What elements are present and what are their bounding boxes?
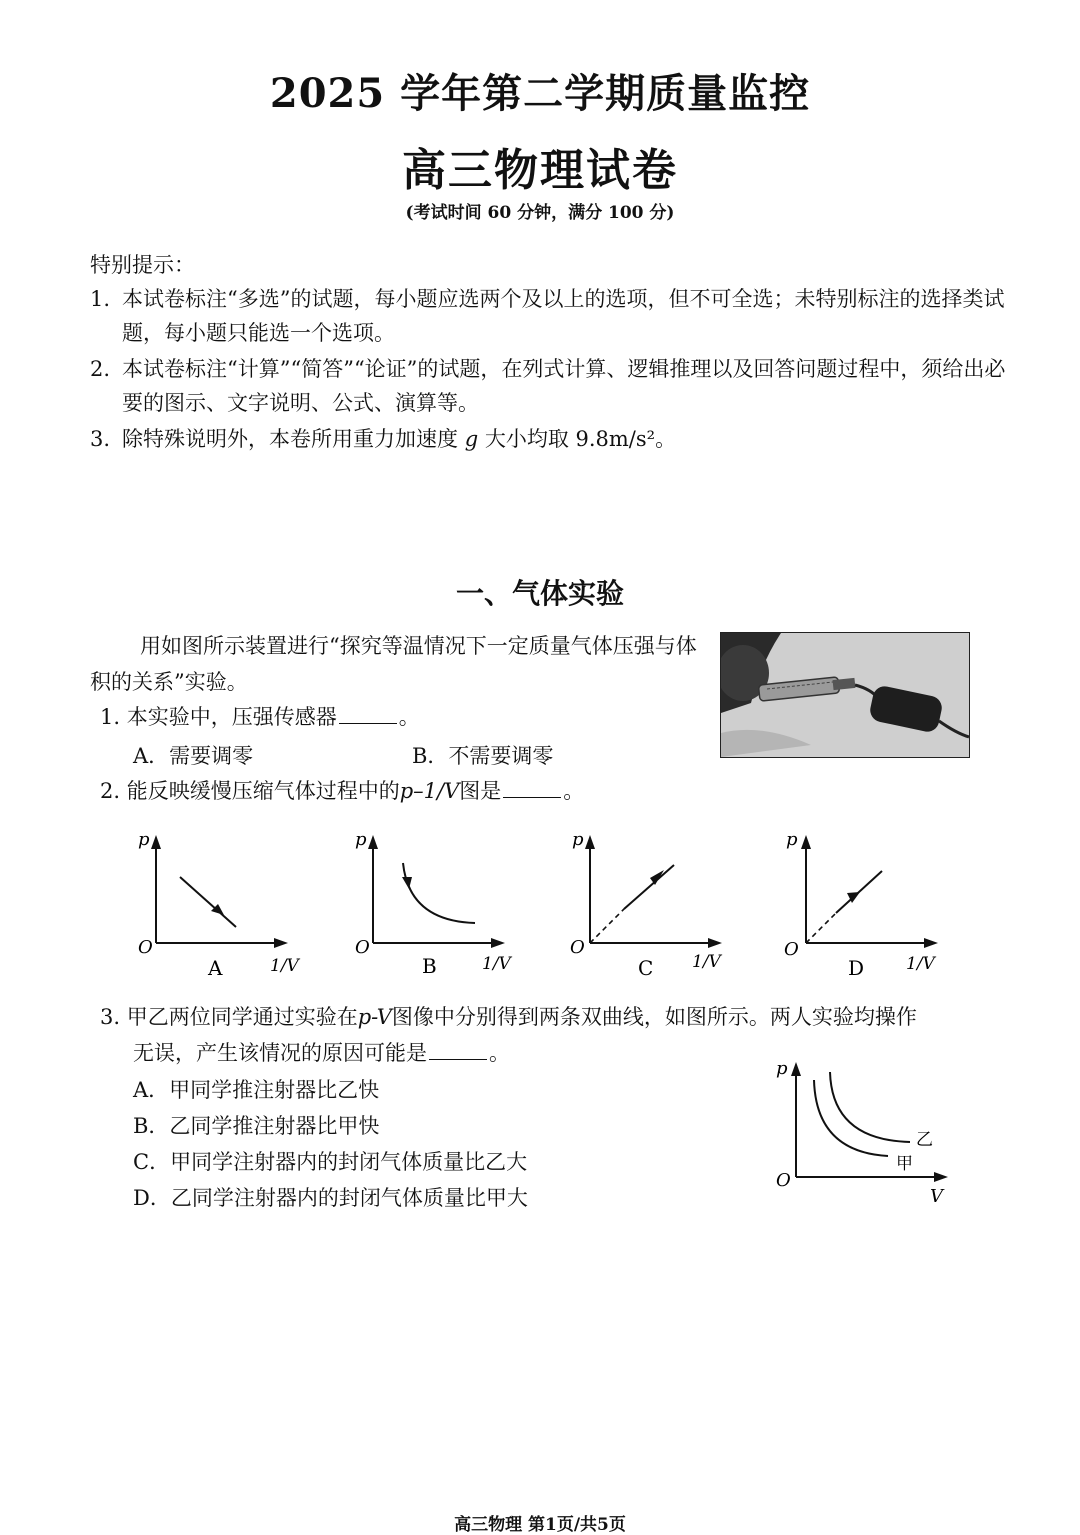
apparatus-photo (720, 632, 970, 758)
x-axis-label: 1/V (692, 952, 721, 972)
notice-number: 3. (90, 427, 111, 451)
x-axis-arrow-icon (934, 1172, 948, 1182)
y-axis-label: p (572, 829, 584, 850)
answer-blank[interactable] (339, 703, 397, 724)
answer-blank[interactable] (429, 1039, 487, 1060)
pv-graph (770, 1052, 960, 1207)
origin-label: O (355, 937, 370, 958)
question-variable: p–1/V (399, 779, 460, 803)
origin-label: O (138, 937, 153, 958)
data-line (180, 877, 236, 927)
graph-label: A (208, 956, 223, 980)
question-text: 本实验中，压强传感器 (126, 705, 337, 729)
notice-item-3 (90, 422, 1010, 456)
gravity-symbol: g (464, 427, 479, 451)
answer-blank[interactable] (503, 777, 561, 798)
y-axis-arrow-icon (151, 835, 161, 849)
question-number: 2. (100, 779, 121, 803)
notice-text: 本试卷标注“多选”的试题，每小题应选两个及以上的选项，但不可全选；未特别标注的选择类试题，每小题只能选一个选项。 (122, 287, 1005, 345)
question-text: 图像中分别得到两条双曲线，如图所示。两人实验均操作 (391, 1005, 917, 1029)
question-3 (100, 1000, 980, 1034)
notice-item-1 (90, 282, 1010, 350)
origin-label: O (570, 937, 585, 958)
graph-label: D (848, 956, 865, 980)
x-axis-arrow-icon (491, 938, 505, 948)
x-axis-label: 1/V (906, 954, 935, 974)
question-end: 。 (489, 1041, 510, 1065)
notice-text-part: 大小均取 9.8m/s²。 (478, 427, 677, 451)
data-line (624, 865, 674, 909)
y-axis-arrow-icon (801, 835, 811, 849)
data-curve (403, 863, 475, 923)
question-text: 图是 (459, 779, 502, 803)
curve-yi (830, 1072, 910, 1142)
notice-heading: 特别提示： (90, 253, 195, 277)
notice-text (122, 422, 1010, 456)
question-text: 能反映缓慢压缩气体过程中的 (126, 779, 400, 803)
question-end: 。 (398, 705, 420, 729)
section-title: 一、气体实验 (455, 577, 624, 610)
x-axis-label: 1/V (482, 954, 511, 974)
exam-info: (考试时间 60 分钟，满分 100 分) (405, 203, 675, 223)
question-number: 1. (100, 705, 121, 729)
notice-number: 2. (90, 357, 111, 381)
y-axis-label: p (776, 1058, 788, 1079)
notice-text: 本试卷标注“计算”“简答”“论证”的试题，在列式计算、逻辑推理以及回答问题过程中，须给出必要的图示、文字说明、公式、演算等。 (122, 357, 1006, 415)
curve-jia-label: 甲 (896, 1154, 913, 1174)
y-axis-arrow-icon (791, 1062, 801, 1076)
q3-option-a[interactable]: A．甲同学推注射器比乙快 (133, 1078, 380, 1102)
graph-d[interactable] (780, 825, 970, 980)
apparatus-illustration (721, 633, 969, 757)
extrapolation-line (806, 913, 836, 943)
exam-title: 2025 学年第二学期质量监控 (269, 70, 811, 117)
y-axis-label: p (355, 829, 367, 850)
q3-option-d[interactable]: D．乙同学注射器内的封闭气体质量比甲大 (133, 1186, 528, 1210)
x-axis-label: 1/V (270, 956, 299, 976)
page-footer: 高三物理 第1页/共5页 (454, 1515, 626, 1535)
section-intro: 用如图所示装置进行“探究等温情况下一定质量气体压强与体积的关系”实验。 (90, 634, 697, 694)
y-axis-arrow-icon (585, 835, 595, 849)
graph-label: C (638, 956, 654, 980)
x-axis-label: V (930, 1186, 943, 1207)
x-axis-arrow-icon (274, 938, 288, 948)
x-axis-arrow-icon (924, 938, 938, 948)
graph-b[interactable] (347, 825, 537, 980)
y-axis-label: p (786, 829, 798, 850)
graph-c[interactable] (564, 825, 754, 980)
question-variable: p-V (357, 1005, 392, 1029)
direction-arrow-icon (402, 877, 412, 889)
question-end: 。 (563, 779, 585, 803)
q1-option-a[interactable]: A．需要调零 (133, 744, 254, 768)
graph-a[interactable] (130, 825, 320, 980)
curve-yi-label: 乙 (916, 1130, 933, 1150)
question-2 (100, 774, 584, 808)
graph-label: B (422, 954, 437, 978)
question-1 (100, 700, 420, 734)
q3-option-b[interactable]: B．乙同学推注射器比甲快 (133, 1114, 380, 1138)
data-line (836, 871, 882, 913)
y-axis-label: p (138, 829, 150, 850)
origin-label: O (784, 939, 799, 960)
question-number: 3. (100, 1005, 121, 1029)
q1-option-b[interactable]: B．不需要调零 (412, 744, 554, 768)
question-text: 无误，产生该情况的原因可能是 (133, 1041, 427, 1065)
notice-text-part: 除特殊说明外，本卷所用重力加速度 (122, 427, 465, 451)
direction-arrow-icon (650, 870, 664, 885)
paper-title: 高三物理试卷 (402, 145, 678, 196)
notice-item-2 (90, 352, 1010, 420)
curve-jia (814, 1080, 888, 1156)
notice-number: 1. (90, 287, 111, 311)
extrapolation-line (590, 909, 624, 943)
question-3-line2 (133, 1036, 510, 1070)
q3-option-c[interactable]: C．甲同学注射器内的封闭气体质量比乙大 (133, 1150, 528, 1174)
y-axis-arrow-icon (368, 835, 378, 849)
origin-label: O (776, 1170, 791, 1191)
question-text: 甲乙两位同学通过实验在 (126, 1005, 358, 1029)
x-axis-arrow-icon (708, 938, 722, 948)
